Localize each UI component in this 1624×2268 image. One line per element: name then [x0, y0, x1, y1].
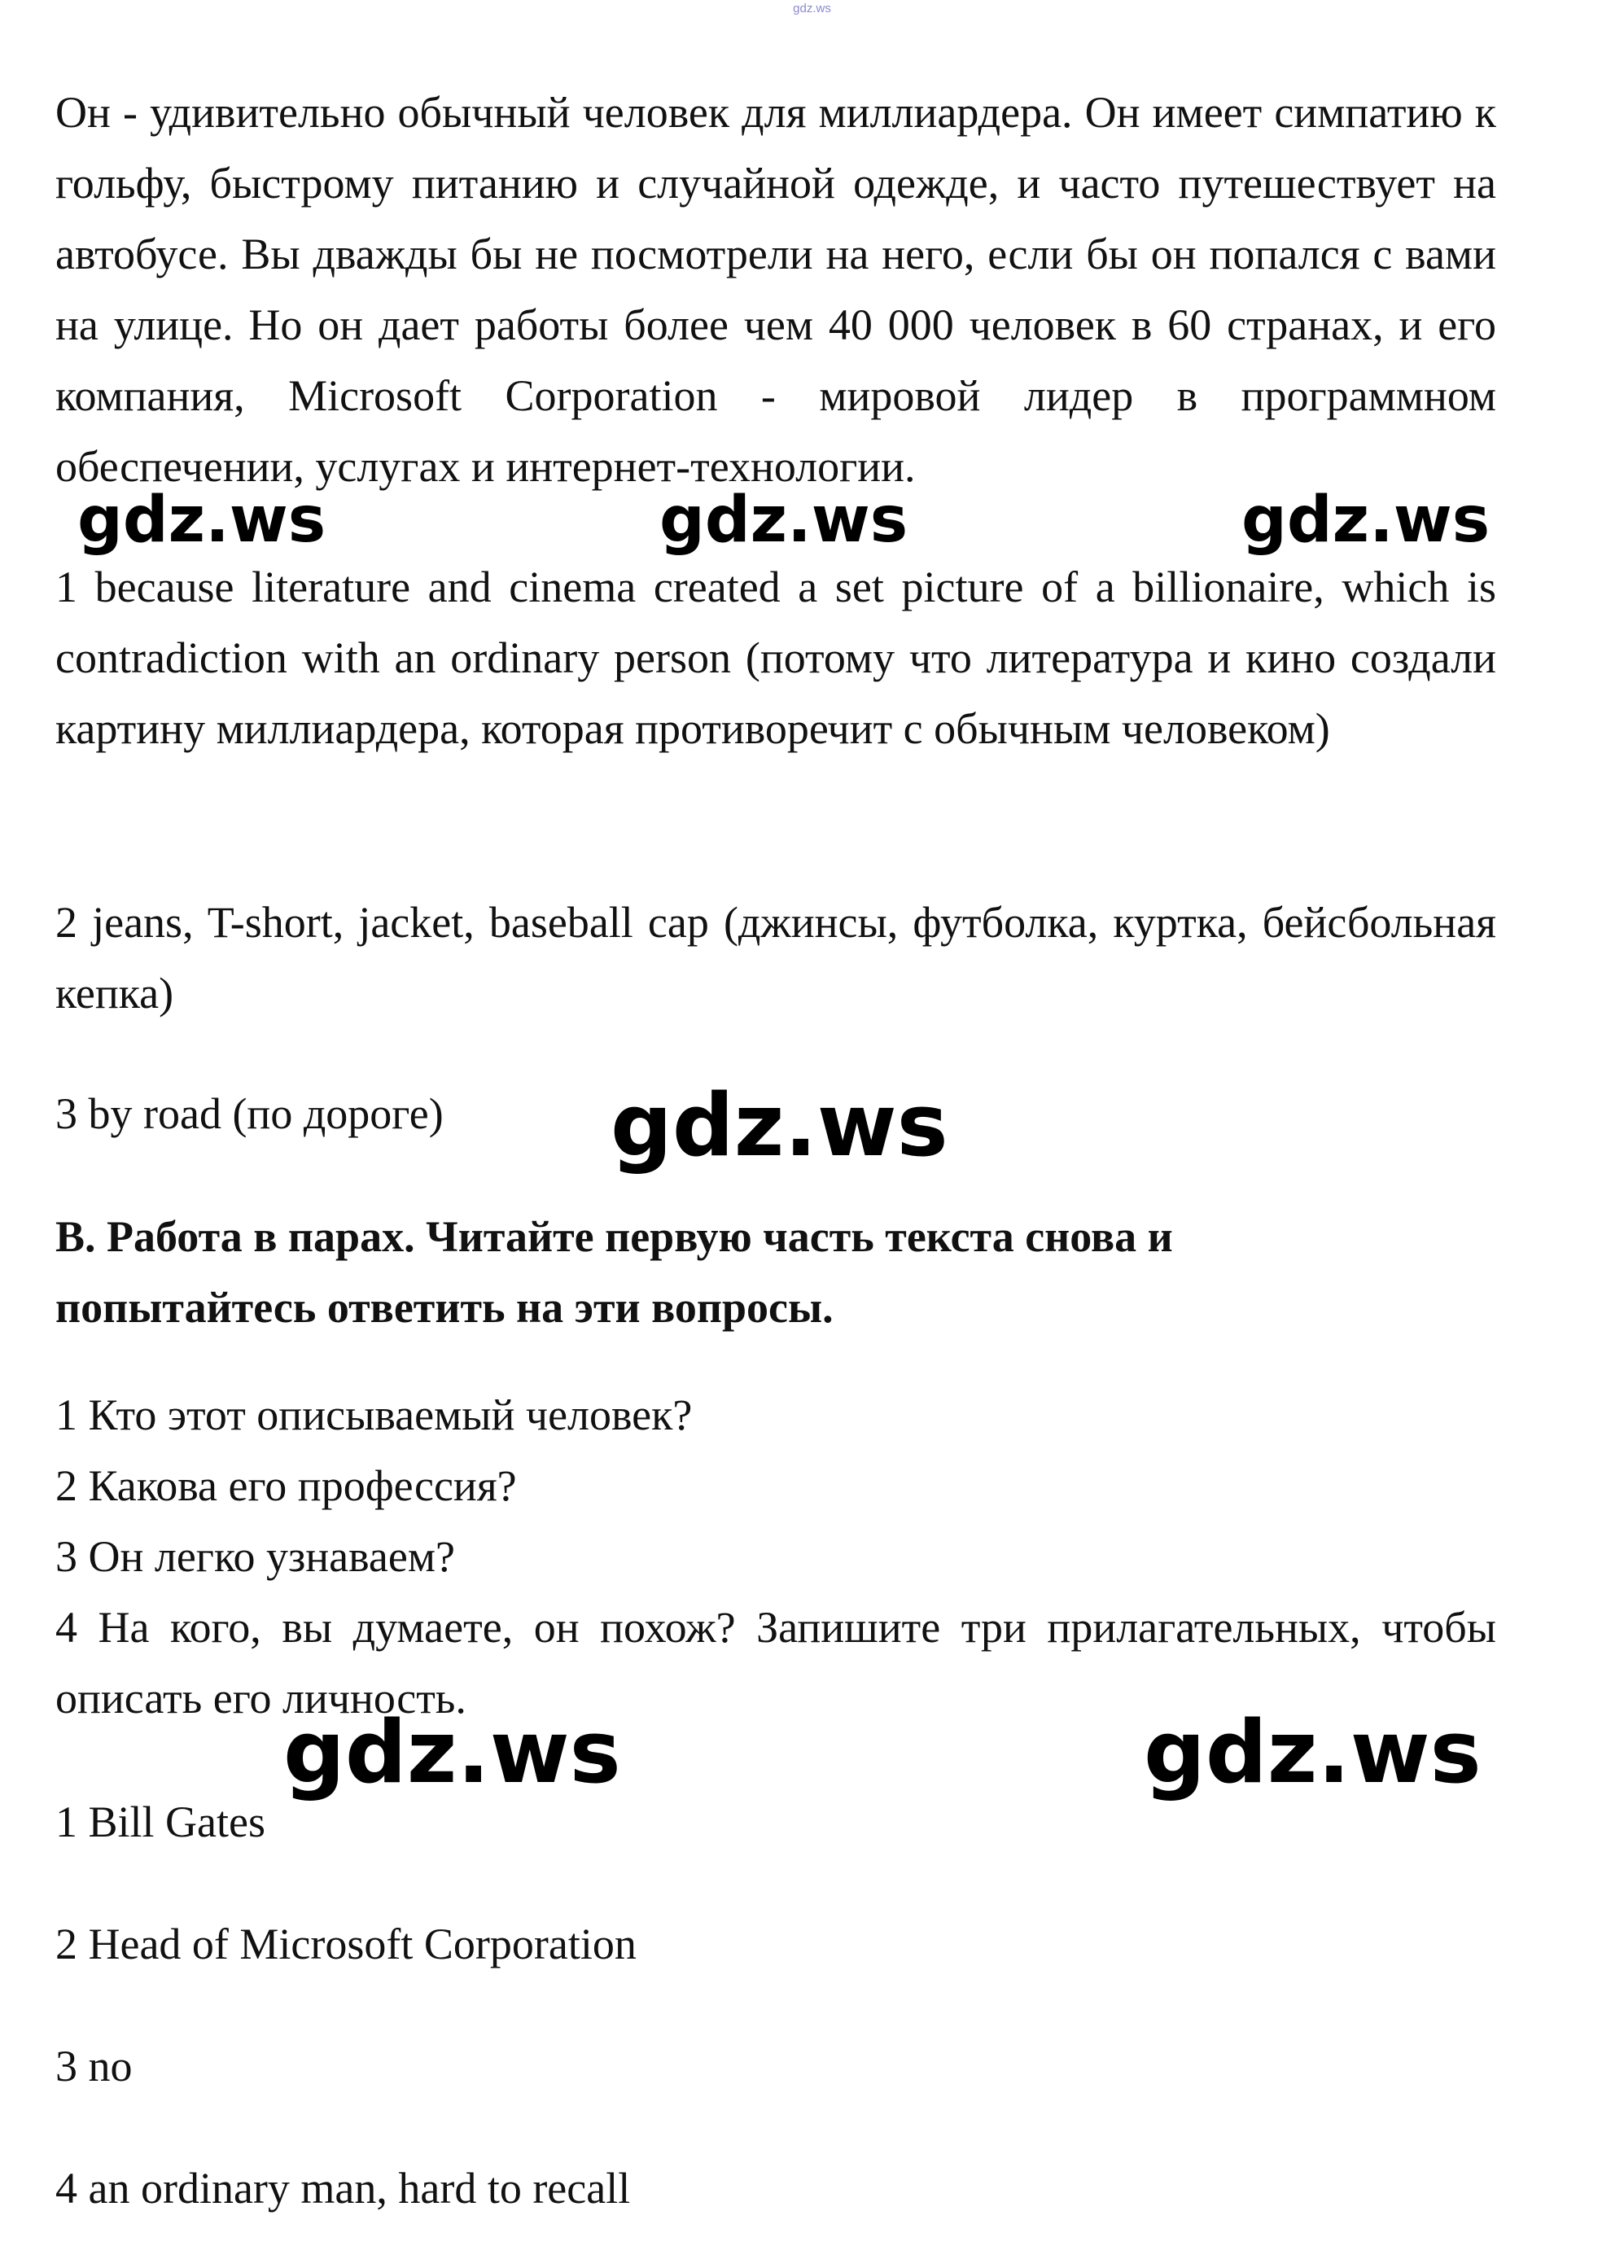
- answer-a-2: 2 jeans, T-short, jacket, baseball cap (джинсы, футболка, куртка, бейсбольная кепка): [55, 898, 1496, 1018]
- watermark: gdz.ws: [611, 1075, 948, 1176]
- watermark: gdz.ws: [77, 484, 326, 557]
- question-1: 1 Кто этот описываемый человек?: [55, 1390, 693, 1439]
- translation-paragraph: Он - удивительно обычный человек для миллиардера. Он имеет симпатию к гольфу, быстрому питанию и случайной одежде, и часто путешествует на автобусе. Вы дважды бы не посмотрели на него, если бы он попался с вами на улице. Но он дает работы более чем 40 000 человек в 60 странах, и его компания, Microsoft Corporation - мировой лидер в программном обеспечении, услугах и интернет-технологии.: [55, 88, 1496, 491]
- answer-b-4: 4 an ordinary man, hard to recall: [55, 2164, 631, 2213]
- question-3: 3 Он легко узнаваем?: [55, 1532, 456, 1581]
- watermark: gdz.ws: [659, 484, 908, 557]
- task-b-heading-line2: попытайтесь ответить на эти вопросы.: [55, 1283, 834, 1332]
- watermark: gdz.ws: [1241, 484, 1490, 557]
- page-header: gdz.ws: [793, 2, 831, 15]
- answer-b-2: 2 Head of Microsoft Corporation: [55, 1920, 637, 1968]
- answer-b-3: 3 no: [55, 2042, 133, 2091]
- answer-a-3: 3 by road (по дороге): [55, 1089, 444, 1138]
- answer-b-1: 1 Bill Gates: [55, 1797, 265, 1846]
- answer-a-1: 1 because literature and cinema created a set picture of a billionaire, which is contradiction with an ordinary person (потому что литература и кино создали картину миллиардера, которая противоречит с обычным человеком): [55, 563, 1496, 753]
- watermark: gdz.ws: [283, 1702, 621, 1802]
- watermark: gdz.ws: [1144, 1702, 1482, 1802]
- task-b-heading-line1: B. Работа в парах. Читайте первую часть текста снова и: [55, 1212, 1173, 1261]
- question-4: 4 На кого, вы думаете, он похож? Запишите три прилагательных, чтобы описать его личность.: [55, 1603, 1496, 1723]
- question-2: 2 Какова его профессия?: [55, 1461, 517, 1510]
